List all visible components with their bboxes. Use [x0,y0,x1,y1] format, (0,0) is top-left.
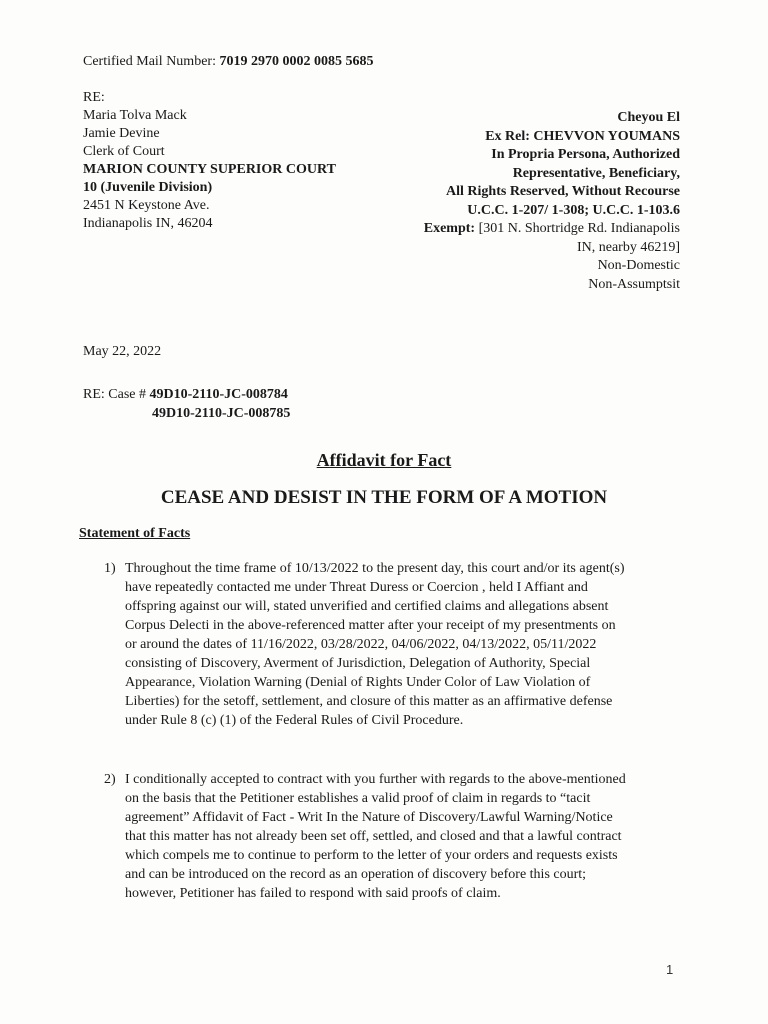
sender-line: Non-Assumptsit [588,276,680,292]
paragraph-line: Liberties) for the setoff, settlement, and closure of this matter as an affirmative defense [125,694,613,709]
paragraph-line: agreement” Affidavit of Fact - Writ In the Nature of Discovery/Lawful Warning/Notice [125,810,613,825]
paragraph-number: 2) [104,772,116,787]
paragraph-line: or around the dates of 11/16/2022, 03/28/2022, 04/06/2022, 04/13/2022, 05/11/2022 [125,637,597,652]
sender-line: Non-Domestic [597,258,680,273]
paragraph-number: 1) [104,561,116,576]
sender-line: All Rights Reserved, Without Recourse [446,184,680,199]
paragraph-line: consisting of Discovery, Averment of Jurisdiction, Delegation of Authority, Special [125,656,591,671]
paragraph-line: that this matter has not already been set off, settled, and closed and that a lawful contract [125,829,622,844]
sender-name: Cheyou El [617,110,680,125]
paragraph-line: Throughout the time frame of 10/13/2022 to the present day, this court and/or its agent(s) [125,561,625,576]
recipient-line: Jamie Devine [83,126,160,141]
sender-line: Representative, Beneficiary, [512,165,680,181]
recipient-line: Clerk of Court [83,144,165,159]
recipient-block [83,89,336,233]
cert-label: Certified Mail Number: [83,54,216,69]
paragraph-line: offspring against our will, stated unverified and certified claims and allegations absent [125,599,609,614]
paragraph-line: on the basis that the Petitioner establishes a valid proof of claim in regards to “tacit [125,791,591,806]
section-heading: Statement of Facts [79,526,191,541]
document-subtitle: CEASE AND DESIST IN THE FORM OF A MOTION [160,487,608,508]
page-number: 1 [666,962,674,977]
cert-number: 7019 2970 0002 0085 5685 [219,54,374,69]
recipient-re: RE: [83,90,105,105]
paragraph-line: Corpus Delecti in the above-referenced matter after your receipt of my presentments on [125,618,616,633]
paragraph-line: have repeatedly contacted me under Threat Duress or Coercion , held I Affiant and [125,580,588,595]
sender-line: In Propria Persona, Authorized [491,147,680,162]
sender-ex-rel: Ex Rel: CHEVVON YOUMANS [485,128,680,144]
recipient-line: 2451 N Keystone Ave. [83,198,210,213]
case-reference [83,385,290,423]
exempt-text: [301 N. Shortridge Rd. Indianapolis [475,221,680,236]
paragraph-line: however, Petitioner has failed to respond with said proofs of claim. [125,886,501,901]
paragraph-line: I conditionally accepted to contract with you further with regards to the above-mentioned [125,772,626,787]
document-title: Affidavit for Fact [316,450,452,470]
recipient-line: Maria Tolva Mack [83,108,187,123]
paragraph-text [125,559,685,730]
paragraph-line: under Rule 8 (c) (1) of the Federal Rules of Civil Procedure. [125,713,464,728]
recipient-line: Indianapolis IN, 46204 [83,216,213,231]
case-number-2: 49D10-2110-JC-008785 [152,406,291,421]
sender-line: IN, nearby 46219] [576,239,680,255]
exempt-label: Exempt: [423,221,476,236]
sender-ucc: U.C.C. 1-207/ 1-308; U.C.C. 1-103.6 [467,202,680,218]
paragraph-text [125,770,685,903]
case-label: RE: Case # [83,387,150,402]
letter-date: May 22, 2022 [83,344,162,359]
recipient-division: 10 (Juvenile Division) [83,180,213,195]
sender-exempt [424,220,680,239]
paragraph-line: which compels me to continue to perform to the letter of your orders and requests exists [125,848,618,863]
case-number-1: 49D10-2110-JC-008784 [149,387,288,402]
recipient-court: MARION COUNTY SUPERIOR COURT [83,162,336,177]
certified-mail-line [83,54,373,70]
paragraph-line: Appearance, Violation Warning (Denial of Rights Under Color of Law Violation of [125,675,591,690]
sender-block [424,109,680,294]
paragraph-line: and can be introduced on the record as an operation of discovery before this court; [125,867,587,882]
